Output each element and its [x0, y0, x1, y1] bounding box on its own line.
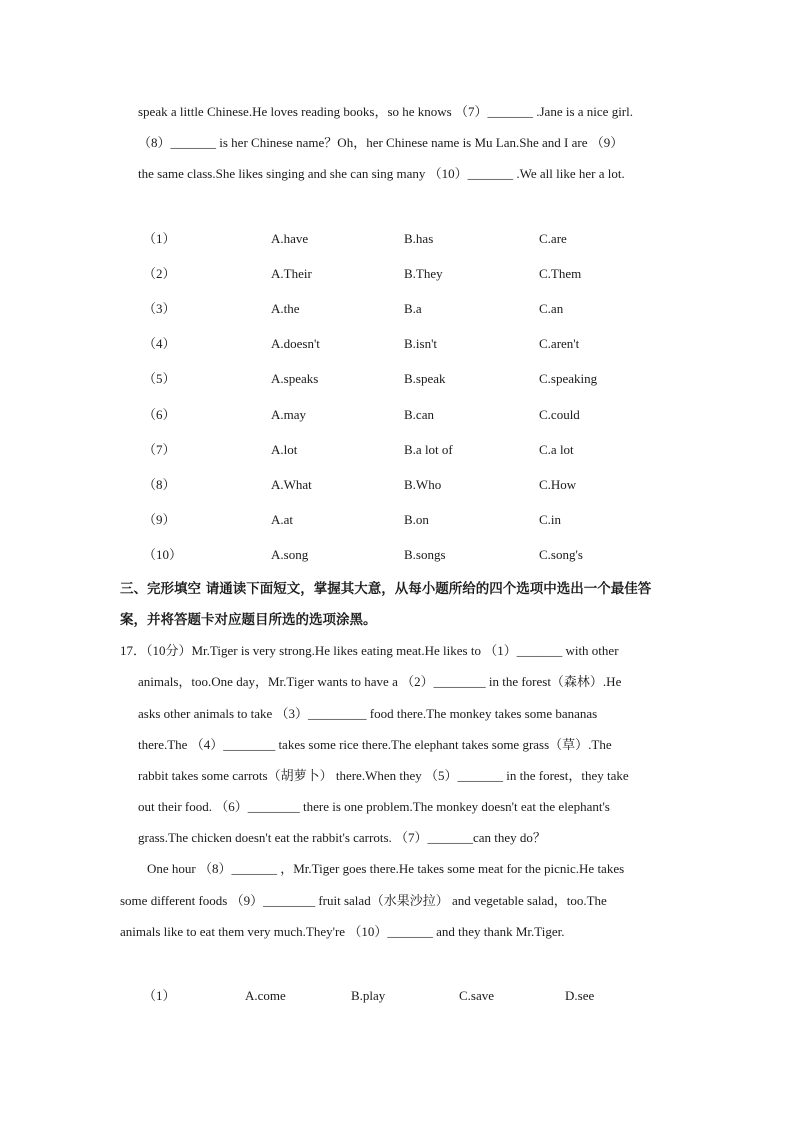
question-number: （8）: [143, 477, 176, 492]
passage-line: animals，too.One day，Mr.Tiger wants to have a （2）________ in the forest（森林）.He: [138, 674, 622, 689]
option-b: B.Who: [404, 477, 442, 492]
option-c: C.speaking: [539, 371, 598, 386]
passage-line: animals like to eat them very much.They're （10）_______ and they thank Mr.Tiger.: [120, 924, 565, 939]
option-b: B.can: [404, 407, 434, 422]
passage-line: （8）_______ is her Chinese name？Oh，her Chinese name is Mu Lan.She and I are （9）: [138, 135, 624, 150]
option-d: D.see: [565, 988, 595, 1003]
option-b: B.speak: [404, 371, 446, 386]
section-heading-line: 三、完形填空 请通读下面短文，掌握其大意，从每小题所给的四个选项中选出一个最佳答: [120, 581, 652, 597]
option-b: B.play: [351, 988, 386, 1003]
question-number: （4）: [143, 336, 176, 351]
question-number: （3）: [143, 301, 176, 316]
passage-line: there.The （4）________ takes some rice there.The elephant takes some grass（草）.The: [138, 737, 612, 752]
option-b: B.They: [404, 266, 443, 281]
option-a: A.the: [271, 301, 300, 316]
option-c: C.song's: [539, 547, 583, 562]
option-c: C.aren't: [539, 336, 580, 351]
passage-line: asks other animals to take （3）_________ food there.The monkey takes some bananas: [138, 706, 598, 721]
option-c: C.could: [539, 407, 580, 422]
option-c: C.are: [539, 231, 567, 246]
option-a: A.What: [271, 477, 312, 492]
option-a: A.doesn't: [271, 336, 320, 351]
passage-line: One hour （8）_______ ，Mr.Tiger goes there.He takes some meat for the picnic.He takes: [147, 861, 625, 876]
option-b: B.songs: [404, 547, 446, 562]
option-a: A.may: [271, 407, 307, 422]
question-number: （6）: [143, 407, 176, 422]
option-b: B.on: [404, 512, 429, 527]
passage-line: rabbit takes some carrots（胡萝卜） there.When they （5）_______ in the forest，they take: [138, 768, 629, 783]
passage-line: grass.The chicken doesn't eat the rabbit's carrots. （7）_______can they do？: [138, 830, 546, 845]
passage-line: speak a little Chinese.He loves reading books，so he knows （7）_______ .Jane is a nice girl.: [138, 104, 633, 119]
option-c: C.Them: [539, 266, 582, 281]
option-b: B.isn't: [404, 336, 438, 351]
option-c: C.How: [539, 477, 577, 492]
passage-line: some different foods （9）________ fruit salad（水果沙拉） and vegetable salad，too.The: [120, 893, 607, 908]
question-number: （7）: [143, 442, 176, 457]
option-c: C.a lot: [539, 442, 574, 457]
question-number: （1）: [143, 231, 176, 246]
question-number: （2）: [143, 266, 176, 281]
option-a: A.at: [271, 512, 294, 527]
option-a: A.Their: [271, 266, 312, 281]
option-c: C.save: [459, 988, 495, 1003]
question-number: （1）: [143, 988, 176, 1003]
option-a: A.have: [271, 231, 309, 246]
option-a: A.lot: [271, 442, 298, 457]
question-number: （10）: [143, 547, 183, 562]
option-b: B.a lot of: [404, 442, 453, 457]
section-heading-line: 案，并将答题卡对应题目所选的选项涂黑。: [120, 612, 377, 628]
passage-line: out their food. （6）________ there is one problem.The monkey doesn't eat the elephant's: [138, 799, 610, 814]
passage-line: the same class.She likes singing and she can sing many （10）_______ .We all like her a lot.: [138, 166, 625, 181]
passage-line: 17．（10分）Mr.Tiger is very strong.He likes eating meat.He likes to （1）_______ with other: [120, 643, 619, 658]
option-c: C.in: [539, 512, 562, 527]
option-c: C.an: [539, 301, 564, 316]
option-b: B.has: [404, 231, 434, 246]
question-number: （9）: [143, 512, 176, 527]
option-a: A.come: [245, 988, 286, 1003]
question-number: （5）: [143, 371, 176, 386]
option-a: A.speaks: [271, 371, 319, 386]
option-a: A.song: [271, 547, 309, 562]
option-b: B.a: [404, 301, 422, 316]
